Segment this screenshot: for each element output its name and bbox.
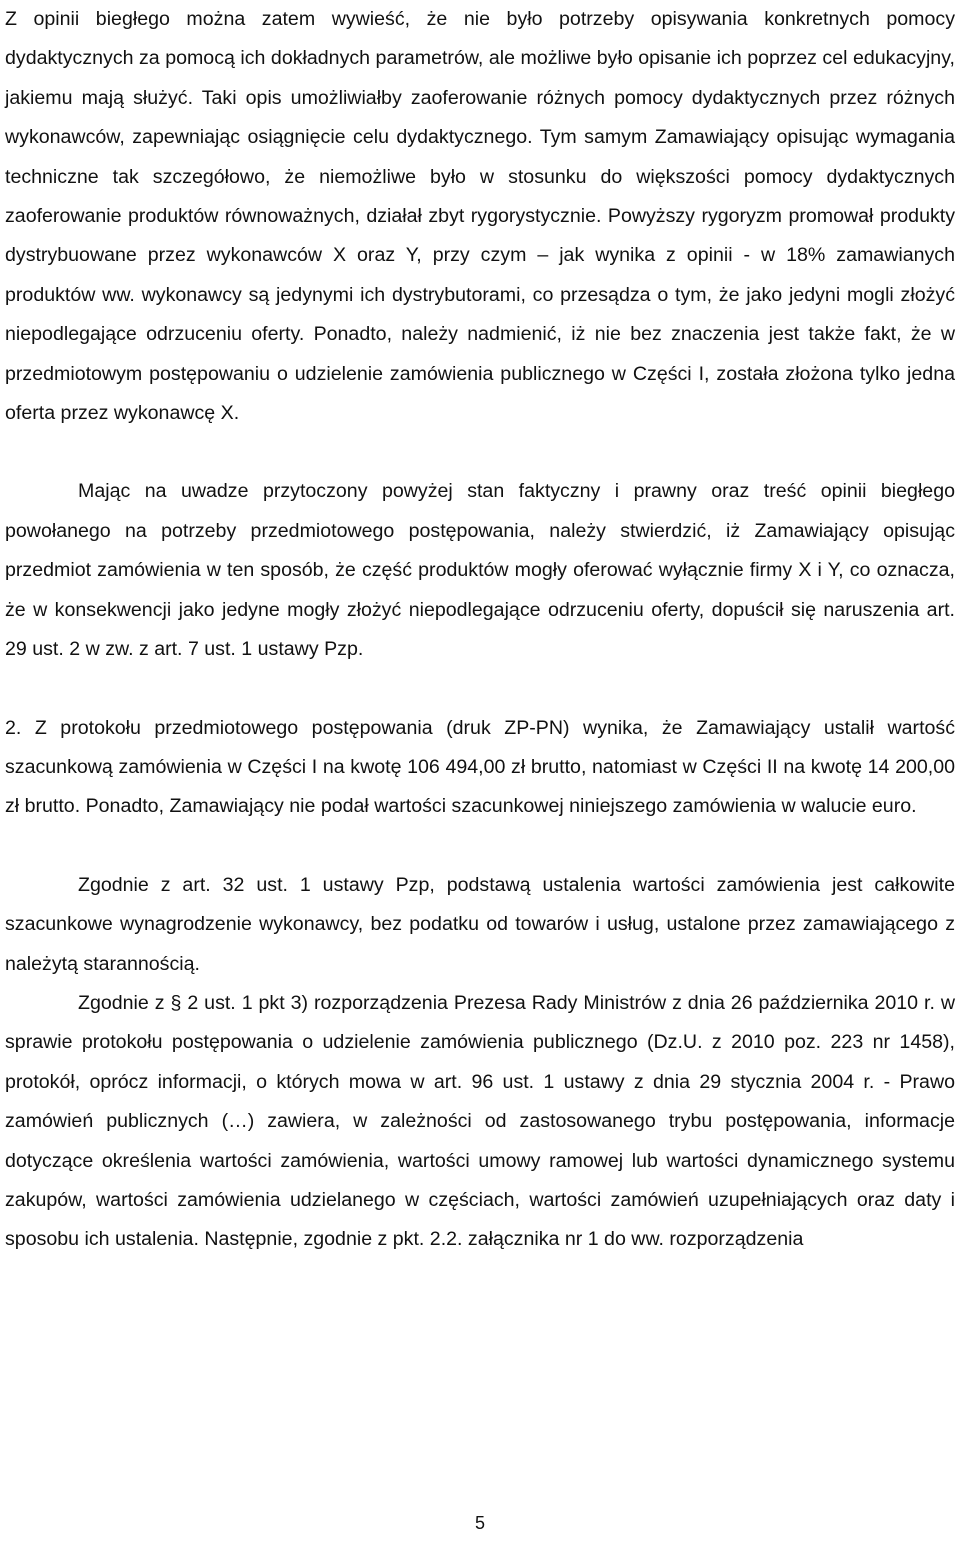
paragraph-art-32: Zgodnie z art. 32 ust. 1 ustawy Pzp, podstawą ustalenia wartości zamówienia jest całkowite szacunkowe wynagrodzenie wykonawcy, bez podatku od towarów i usług, ustalone przez zamawiającego z należytą starannością. (5, 873, 955, 975)
paragraph-regulation: Zgodnie z § 2 ust. 1 pkt 3) rozporządzenia Prezesa Rady Ministrów z dnia 26 października 2010 r. w sprawie protokołu postępowania o udzielenie zamówienia publicznego (Dz.U. z 2010 poz. 223 nr 1458), protokół, oprócz informacji, o których mowa w art. 96 ust. 1 ustawy z dnia 29 stycznia 2004 r. - Prawo zamówień publicznych (…) zawiera, w zależności od zastosowanego trybu postępowania, informacje dotyczące określenia wartości zamówienia, wartości umowy ramowej lub wartości dynamicznego systemu zakupów, wartości zamówienia udzielanego w częściach, wartości zamówień uzupełniających oraz daty i sposobu ich ustalenia. Następnie, zgodnie z pkt. 2.2. załącznika nr 1 do ww. rozporządzenia (5, 991, 955, 1251)
paragraph-point-2: 2. Z protokołu przedmiotowego postępowania (druk ZP-PN) wynika, że Zamawiający ustalił wartość szacunkową zamówienia w Części I na kwotę 106 494,00 zł brutto, natomiast w Części II na kwotę 14 200,00 zł brutto. Ponadto, Zamawiający nie podał wartości szacunkowej niniejszego zamówienia w walucie euro. (5, 716, 955, 818)
paragraph-conclusion: Mając na uwadze przytoczony powyżej stan faktyczny i prawny oraz treść opinii biegłego powołanego na potrzeby przedmiotowego postępowania, należy stwierdzić, iż Zamawiający opisując przedmiot zamówienia w ten sposób, że część produktów mogły oferować wyłącznie firmy X i Y, co oznacza, że w konsekwencji jako jedyne mogły złożyć niepodlegające odrzuceniu oferty, dopuścił się naruszenia art. 29 ust. 2 w zw. z art. 7 ust. 1 ustawy Pzp. (5, 480, 955, 661)
document-page (5, 0, 955, 1260)
page-number: 5 (474, 1513, 485, 1533)
paragraph-expert-opinion: Z opinii biegłego można zatem wywieść, że nie było potrzeby opisywania konkretnych pomocy dydaktycznych za pomocą ich dokładnych parametrów, ale możliwe było opisanie ich poprzez cel edukacyjny, jakiemu mają służyć. Taki opis umożliwiałby zaoferowanie różnych pomocy dydaktycznych przez różnych wykonawców, zapewniając osiągnięcie celu dydaktycznego. Tym samym Zamawiający opisując wymagania techniczne tak szczegółowo, że niemożliwe było w stosunku do większości pomocy dydaktycznych zaoferowanie produktów równoważnych, działał zbyt rygorystycznie. Powyższy rygoryzm promował produkty dystrybuowane przez wykonawców X oraz Y, przy czym – jak wynika z opinii - w 18% zamawianych produktów ww. wykonawcy są jedynymi ich dystrybutorami, co przesądza o tym, że jako jedyni mogli złożyć niepodlegające odrzuceniu oferty. Ponadto, należy nadmienić, iż nie bez znaczenia jest także fakt, że w przedmiotowym postępowaniu o udzielenie zamówienia publicznego w Części I, została złożona tylko jedna oferta przez wykonawcę X. (5, 8, 955, 425)
